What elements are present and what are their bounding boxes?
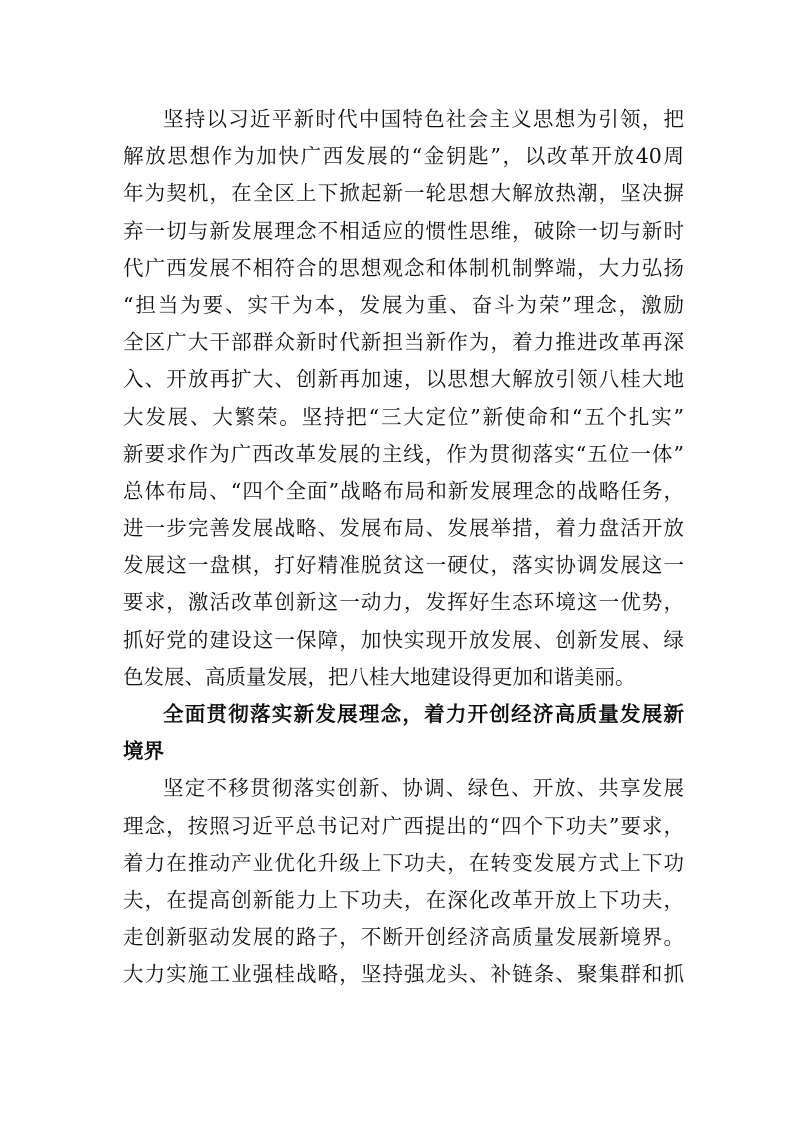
text-line: 全面贯彻落实新发展理念，着力开创经济高质量发展新	[163, 702, 684, 726]
text-line: 总体布局、“四个全面”战略布局和新发展理念的战略任务，	[123, 478, 684, 503]
text-line: 着力在推动产业优化升级上下功夫，在转变发展方式上下功	[123, 850, 684, 875]
text-line: 大发展、大繁荣。坚持把“三大定位”新使命和“五个扎实”	[123, 404, 684, 429]
text-line: 境界	[123, 739, 164, 764]
text-line: 坚定不移贯彻落实创新、协调、绿色、开放、共享发展	[163, 776, 684, 801]
text-line: “担当为要、实干为本，发展为重、奋斗为荣”理念，激励	[123, 292, 684, 317]
text-line: 入、开放再扩大、创新再加速，以思想大解放引领八桂大地	[123, 367, 684, 392]
text-line: 年为契机，在全区上下掀起新一轮思想大解放热潮，坚决摒	[123, 181, 684, 206]
text-line: 走创新驱动发展的路子，不断开创经济高质量发展新境界。	[123, 925, 684, 950]
text-line: 代广西发展不相符合的思想观念和体制机制弊端，大力弘扬	[123, 255, 684, 280]
section-heading	[123, 696, 684, 770]
paragraph	[123, 101, 684, 696]
text-line: 理念，按照习近平总书记对广西提出的“四个下功夫”要求，	[123, 813, 684, 838]
text-line: 抓好党的建设这一保障，加快实现开放发展、创新发展、绿	[123, 627, 684, 652]
text-line: 夫，在提高创新能力上下功夫，在深化改革开放上下功夫，	[123, 887, 684, 912]
text-line: 解放思想作为加快广西发展的“金钥匙”，以改革开放40周	[123, 144, 684, 169]
text-line: 弃一切与新发展理念不相适应的惯性思维，破除一切与新时	[123, 218, 684, 243]
text-line: 新要求作为广西改革发展的主线，作为贯彻落实“五位一体”	[123, 441, 684, 466]
document-page	[123, 101, 684, 994]
paragraph	[123, 770, 684, 993]
text-line: 进一步完善发展战略、发展布局、发展举措，着力盘活开放	[123, 516, 684, 541]
text-line: 坚持以习近平新时代中国特色社会主义思想为引领，把	[163, 107, 684, 131]
text-line: 发展这一盘棋，打好精准脱贫这一硬仗，落实协调发展这一	[123, 553, 684, 578]
text-line: 要求，激活改革创新这一动力，发挥好生态环境这一优势，	[123, 590, 684, 615]
text-line: 全区广大干部群众新时代新担当新作为，着力推进改革再深	[123, 330, 684, 355]
text-line: 色发展、高质量发展，把八桂大地建设得更加和谐美丽。	[123, 664, 636, 689]
text-line: 大力实施工业强桂战略，坚持强龙头、补链条、聚集群和抓	[123, 962, 684, 987]
